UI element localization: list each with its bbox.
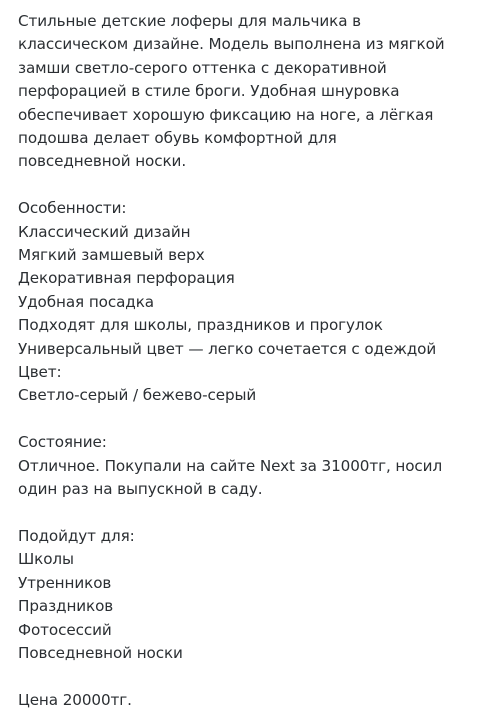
features-heading: Особенности: <box>18 199 127 218</box>
blank-line <box>18 502 470 525</box>
description-line: классическом дизайне. Модель выполнена из мягкой <box>18 35 445 54</box>
blank-line <box>18 408 470 431</box>
description-line: повседневной носки. <box>18 152 187 171</box>
suitable-item: Школы <box>18 550 74 569</box>
suitable-item: Повседневной носки <box>18 643 183 662</box>
condition-heading: Состояние: <box>18 433 107 452</box>
blank-line <box>18 665 470 688</box>
feature-item: Декоративная перфорация <box>18 269 235 288</box>
price-section <box>18 689 470 712</box>
description-line: замши светло-серого оттенка с декоративной <box>18 58 387 77</box>
color-section <box>18 361 470 408</box>
condition-line: один раз на выпускной в саду. <box>18 480 263 499</box>
description-line: перфорацией в стиле броги. Удобная шнуровка <box>18 82 400 101</box>
feature-item: Подходят для школы, праздников и прогулок <box>18 316 383 335</box>
blank-line <box>18 174 470 197</box>
feature-item: Мягкий замшевый верх <box>18 246 205 265</box>
color-value: Светло-серый / бежево-серый <box>18 386 257 405</box>
condition-line: Отличное. Покупали на сайте Next за 31000тг, носил <box>18 456 443 475</box>
features-section <box>18 197 470 361</box>
listing-description <box>18 10 470 712</box>
suitable-heading: Подойдут для: <box>18 526 135 545</box>
feature-item: Классический дизайн <box>18 222 191 241</box>
suitable-section <box>18 525 470 665</box>
description-line: подошва делает обувь комфортной для <box>18 129 337 148</box>
suitable-item: Фотосессий <box>18 620 112 639</box>
condition-section <box>18 431 470 501</box>
color-heading: Цвет: <box>18 363 62 382</box>
price-text: Цена 20000тг. <box>18 690 132 709</box>
suitable-item: Праздников <box>18 597 114 616</box>
feature-item: Удобная посадка <box>18 292 154 311</box>
description-line: обеспечивает хорошую фиксацию на ноге, а лёгкая <box>18 105 434 124</box>
description-paragraph <box>18 10 470 174</box>
description-line: Стильные детские лоферы для мальчика в <box>18 12 362 30</box>
suitable-item: Утренников <box>18 573 112 592</box>
feature-item: Универсальный цвет — легко сочетается с одеждой <box>18 339 437 358</box>
